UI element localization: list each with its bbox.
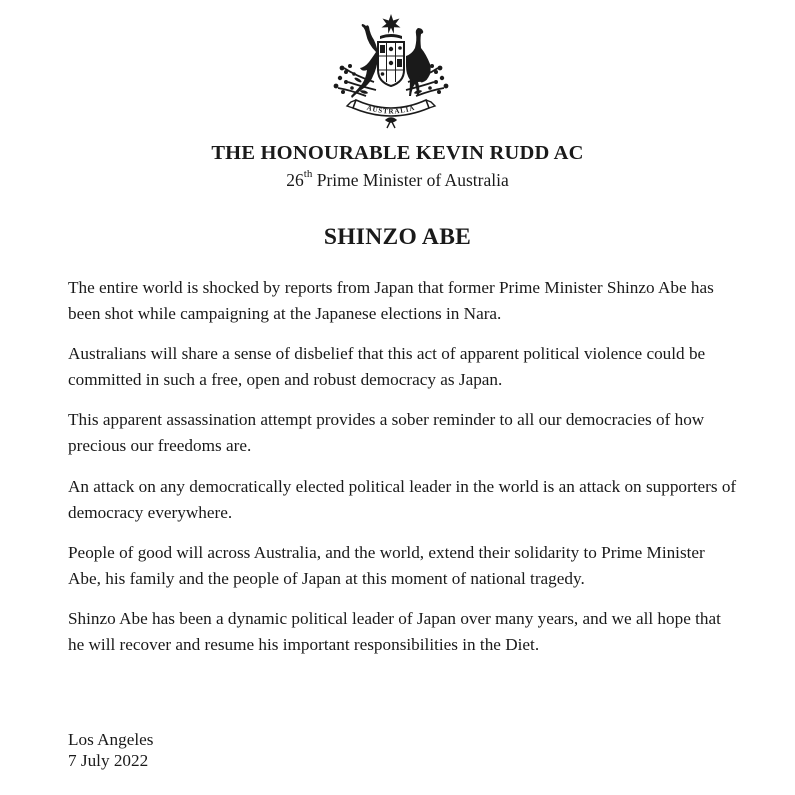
crest-motto-text: AUSTRALIA xyxy=(365,103,417,116)
paragraph: An attack on any democratically elected political leader in the world is an attack on supporters of democracy everywhere. xyxy=(68,476,737,522)
author-title xyxy=(0,170,795,191)
emu-icon xyxy=(406,28,431,96)
paragraph: People of good will across Australia, and the world, extend their solidarity to Prime Minister Abe, his family and the people of Japan at this moment of national tragedy. xyxy=(68,542,705,588)
ordinal-number: 26 xyxy=(286,170,304,190)
role-text: Prime Minister of Australia xyxy=(312,170,509,190)
statement-title: SHINZO ABE xyxy=(323,224,472,250)
paragraph: This apparent assassination attempt provides a sober reminder to all our democracies of how precious our freedoms are. xyxy=(68,410,705,456)
paragraph: The entire world is shocked by reports from Japan that former Prime Minister Shinzo Abe has been shot while campaigning at the Japanese elections in Nara. xyxy=(68,278,714,323)
signoff-date: 7 July 2022 xyxy=(68,751,149,770)
paragraph: Shinzo Abe has been a dynamic political leader of Japan over many years, and we all hope that he will recover and resume his important responsibilities in the Diet. xyxy=(68,608,721,654)
coat-of-arms-logo xyxy=(316,12,466,130)
paragraph: Australians will share a sense of disbelief that this act of apparent political violence could be committed in such a free, open and robust democracy as Japan. xyxy=(68,344,706,390)
signoff-place: Los Angeles xyxy=(68,730,154,749)
author-name: THE HONOURABLE KEVIN RUDD AC xyxy=(211,142,584,164)
signoff xyxy=(68,729,153,771)
statement-body xyxy=(68,275,740,672)
ordinal-suffix: th xyxy=(303,168,313,180)
commonwealth-star-icon xyxy=(382,14,401,34)
